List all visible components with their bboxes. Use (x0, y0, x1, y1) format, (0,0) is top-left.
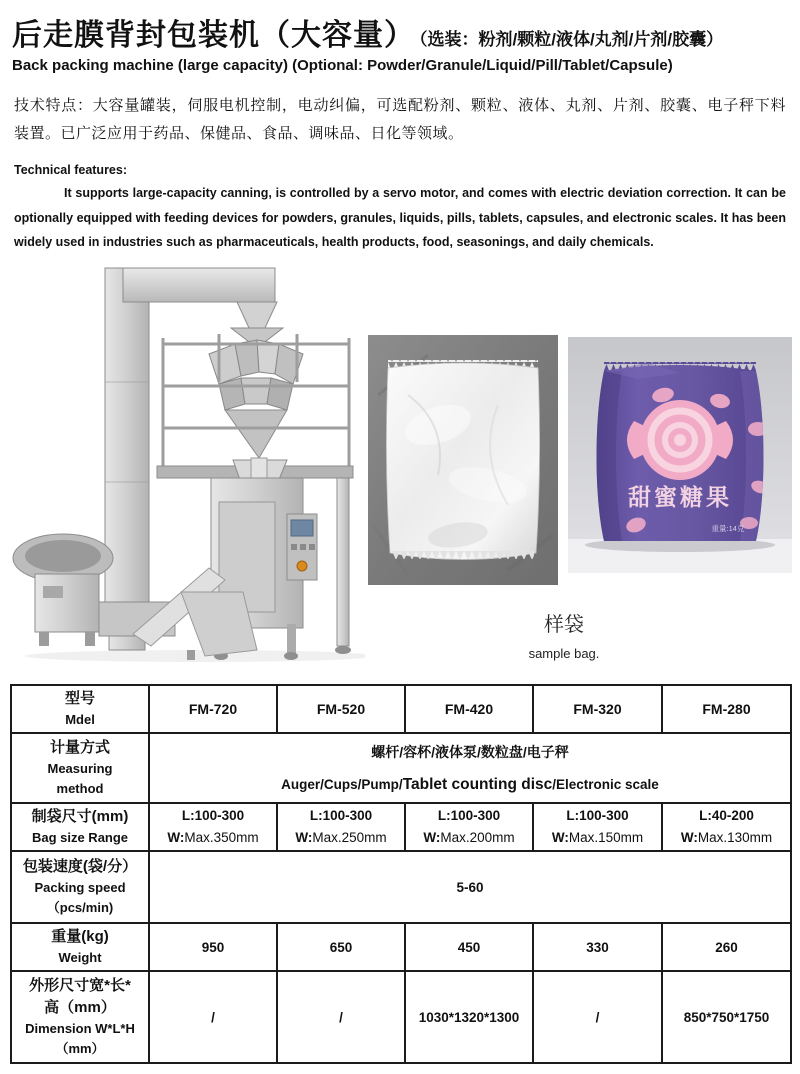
table-row-dimension (11, 971, 791, 1063)
silver-foil-bag-photo (368, 335, 558, 585)
weight-cell: 650 (277, 923, 405, 971)
title-chinese: 后走膜背封包装机（大容量） (12, 19, 415, 52)
candy-bag-weight-text: 重量:14克 (711, 524, 745, 533)
product-images-row (0, 258, 800, 670)
features-heading-english: Technical features: (14, 163, 128, 177)
sample-bag-caption (368, 608, 760, 661)
model-cell: FM-280 (662, 685, 791, 733)
model-cell: FM-320 (533, 685, 662, 733)
weight-cell: 330 (533, 923, 662, 971)
bag-size-cell: L:40-200 W:Max.130mm (662, 803, 791, 851)
dimension-cell: 1030*1320*1300 (405, 971, 533, 1063)
dimension-cell: / (277, 971, 405, 1063)
dimension-cell: 850*750*1750 (662, 971, 791, 1063)
table-row-measuring-method (11, 733, 791, 803)
model-cell: FM-420 (405, 685, 533, 733)
bag-size-cell: L:100-300 W:Max.200mm (405, 803, 533, 851)
page-subtitle-english: Back packing machine (large capacity) (Optional: Powder/Granule/Liquid/Pill/Tablet/Capsule) (12, 57, 673, 74)
title-optional-list: （选装：粉剂/颗粒/液体/丸剂/片剂/胶囊） (419, 30, 724, 49)
row-label-model: 型号 Mdel (11, 685, 149, 733)
row-label-measuring: 计量方式 Measuring method (11, 733, 149, 803)
row-label-dimension: 外形尺寸宽*长* 高（mm） Dimension W*L*H （mm） (11, 971, 149, 1063)
model-cell: FM-520 (277, 685, 405, 733)
row-label-bag-size: 制袋尺寸(mm) Bag size Range (11, 803, 149, 851)
bag-size-cell: L:100-300 W:Max.350mm (149, 803, 277, 851)
page-title (12, 10, 792, 54)
purple-candy-bag-photo (568, 337, 792, 573)
weight-cell: 950 (149, 923, 277, 971)
weight-cell: 260 (662, 923, 791, 971)
features-paragraph-chinese: 技术特点：大容量罐装，伺服电机控制，电动纠偏，可选配粉剂、颗粒、液体、丸剂、片剂、胶囊、电子秤下料装置。已广泛应用于药品、保健品、食品、调味品、日化等领域。 (14, 97, 786, 142)
table-row-model (11, 685, 791, 733)
packing-speed-cell: 5-60 (149, 851, 791, 923)
packing-machine-photo (5, 262, 365, 664)
bag-size-cell: L:100-300 W:Max.250mm (277, 803, 405, 851)
candy-bag-brand-text: 甜蜜糖果 (628, 484, 732, 510)
measuring-method-cell: 螺杆/容杯/液体泵/数粒盘/电子秤 Auger/Cups/Pump/Tablet counting disc/Electronic scale (149, 733, 791, 803)
table-row-weight (11, 923, 791, 971)
table-row-packing-speed (11, 851, 791, 923)
dimension-cell: / (533, 971, 662, 1063)
caption-english: sample bag. (528, 646, 600, 661)
table-row-bag-size (11, 803, 791, 851)
weight-cell: 450 (405, 923, 533, 971)
bag-size-cell: L:100-300 W:Max.150mm (533, 803, 662, 851)
model-cell: FM-720 (149, 685, 277, 733)
row-label-weight: 重量(kg) Weight (11, 923, 149, 971)
features-paragraph-english: It supports large-capacity canning, is controlled by a servo motor, and comes with electric deviation correction. It can be optionally equipped with feeding devices for powders, granules, liquids, pills, tablets, capsules, and electronic scales. It has been widely used in industries such as pharmaceuticals, health products, food, seasonings, and daily chemicals. (14, 186, 786, 249)
dimension-cell: / (149, 971, 277, 1063)
row-label-packing-speed: 包装速度(袋/分） Packing speed （pcs/min) (11, 851, 149, 923)
caption-chinese: 样袋 (544, 614, 584, 636)
spec-table (10, 684, 792, 1064)
